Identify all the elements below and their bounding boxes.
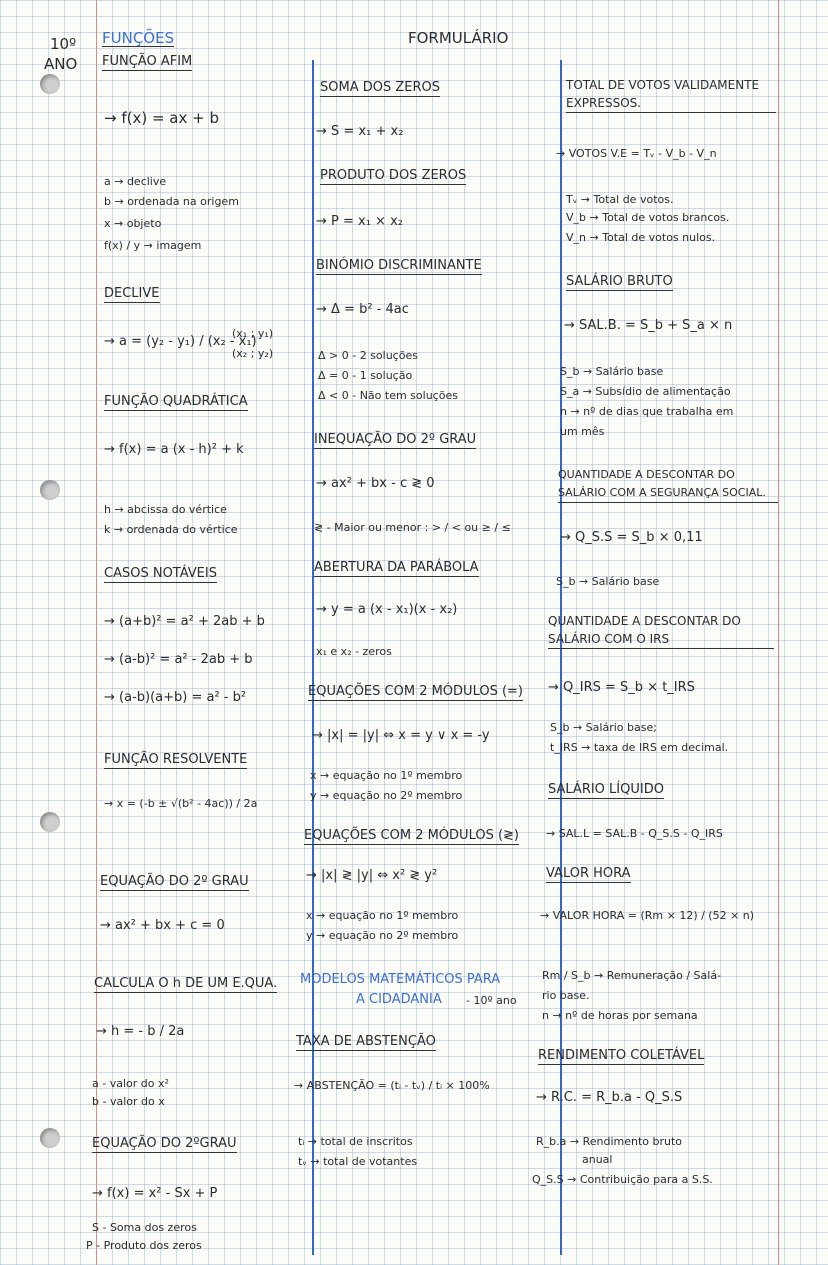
heading-irs: QUANTIDADE A DESCONTAR DO SALÁRIO COM O IRS: [548, 612, 774, 649]
def-line: rio base.: [542, 989, 590, 1002]
heading-rc: RENDIMENTO COLETÁVEL: [538, 1048, 705, 1063]
heading-eq2b: EQUAÇÃO DO 2ºGRAU: [92, 1136, 237, 1151]
formula-quadratica: → f(x) = a (x - h)² + k: [104, 442, 244, 457]
heading-soma: SOMA DOS ZEROS: [320, 80, 440, 95]
heading-notaveis: CASOS NOTÁVEIS: [104, 566, 217, 581]
heading-modelos: MODELOS MATEMÁTICOS PARA: [300, 972, 501, 987]
formula-notavel: → (a-b)(a+b) = a² - b²: [104, 690, 247, 705]
formula-calc-h: → h = - b / 2a: [96, 1024, 185, 1039]
def-line: x → equação no 1º membro: [310, 769, 463, 782]
formula-abstencao: → ABSTENÇÃO = (tᵢ - tᵥ) / tᵢ × 100%: [294, 1079, 490, 1092]
formula-notavel: → (a+b)² = a² + 2ab + b: [104, 614, 265, 629]
binder-hole: [40, 480, 60, 500]
grade-label: ANO: [44, 55, 78, 73]
formula-bruto: → SAL.B. = S_b + S_a × n: [564, 318, 733, 333]
formula-mod-eq: → |x| = |y| ⇔ x = y ∨ x = -y: [312, 728, 490, 743]
heading-abstencao: TAXA DE ABSTENÇÃO: [296, 1034, 436, 1049]
def-line: Q_S.S → Contribuição para a S.S.: [532, 1173, 713, 1186]
def-line: Δ < 0 - Não tem soluções: [318, 389, 458, 402]
def-line: b → ordenada na origem: [104, 195, 239, 208]
heading-produto: PRODUTO DOS ZEROS: [320, 168, 467, 183]
column-divider-1: [312, 60, 314, 1255]
column-divider-2: [560, 60, 562, 1255]
heading-mod-ineq: EQUAÇÕES COM 2 MÓDULOS (≷): [304, 828, 520, 843]
formula-ss: → Q_S.S = S_b × 0,11: [560, 530, 703, 545]
formula-irs: → Q_IRS = S_b × t_IRS: [548, 680, 695, 695]
formula-rc: → R.C. = R_b.a - Q_S.S: [536, 1090, 683, 1105]
formula-declive: → a = (y₂ - y₁) / (x₂ - x₁): [104, 334, 257, 349]
formula-eq2: → ax² + bx + c = 0: [100, 918, 225, 933]
heading-inequacao: INEQUAÇÃO DO 2º GRAU: [314, 432, 477, 447]
binder-hole: [40, 74, 60, 94]
def-line: x → equação no 1º membro: [306, 909, 459, 922]
def-line: P - Produto dos zeros: [86, 1239, 202, 1252]
subject-title: FUNÇÕES: [102, 29, 175, 47]
def-line: y → equação no 2º membro: [306, 929, 459, 942]
formula-hora: → VALOR HORA = (Rm × 12) / (52 × n): [540, 909, 755, 922]
formula-liquido: → SAL.L = SAL.B - Q_S.S - Q_IRS: [546, 827, 723, 840]
heading-quadratica: FUNÇÃO QUADRÁTICA: [104, 394, 248, 409]
note-abertura: x₁ e x₂ - zeros: [316, 645, 392, 658]
binder-hole: [40, 812, 60, 832]
def-line: S_b → Salário base: [556, 575, 660, 588]
margin-line-right: [778, 0, 779, 1265]
def-line: h → abcissa do vértice: [104, 503, 227, 516]
point-label: (x₁ ; y₁): [232, 327, 274, 340]
def-line: S_b → Salário base: [560, 365, 664, 378]
formula-soma: → S = x₁ + x₂: [316, 124, 404, 139]
note-inequacao: ≷ - Maior ou menor : > / < ou ≥ / ≤: [314, 521, 511, 534]
heading-liquido: SALÁRIO LÍQUIDO: [548, 782, 664, 797]
def-line: a - valor do x²: [92, 1077, 169, 1090]
def-line: n → nº de dias que trabalha em: [560, 405, 734, 418]
page-title: FORMULÁRIO: [408, 29, 509, 47]
formula-abertura: → y = a (x - x₁)(x - x₂): [316, 602, 458, 617]
def-line: um mês: [560, 425, 605, 438]
binder-hole: [40, 1128, 60, 1148]
formula-inequacao: → ax² + bx - c ≷ 0: [316, 476, 435, 491]
def-line: Tᵥ → Total de votos.: [566, 193, 674, 206]
heading-mod-eq: EQUAÇÕES COM 2 MÓDULOS (=): [308, 684, 524, 699]
heading-ss: QUANTIDADE A DESCONTAR DO SALÁRIO COM A SEGURANÇA SOCIAL.: [558, 466, 778, 503]
def-line: k → ordenada do vértice: [104, 523, 238, 536]
def-line: tᵢ → total de inscritos: [298, 1135, 413, 1148]
def-line: Δ > 0 - 2 soluções: [318, 349, 418, 362]
formula-votos: → VOTOS V.E = Tᵥ - V_b - V_n: [556, 147, 717, 160]
heading-declive: DECLIVE: [104, 286, 160, 301]
def-line: S - Soma dos zeros: [92, 1221, 197, 1234]
formula-resolvente: → x = (-b ± √(b² - 4ac)) / 2a: [104, 797, 258, 810]
heading-votos: TOTAL DE VOTOS VALIDAMENTE EXPRESSOS.: [566, 76, 776, 113]
def-line: S_a → Subsídio de alimentação: [560, 385, 731, 398]
def-line: anual: [582, 1153, 613, 1166]
def-line: x → objeto: [104, 217, 162, 230]
heading-calc-h: CALCULA O h DE UM E.QUA.: [94, 976, 278, 991]
formula-eq2b: → f(x) = x² - Sx + P: [92, 1186, 218, 1201]
formula-produto: → P = x₁ × x₂: [316, 214, 403, 229]
def-line: V_b → Total de votos brancos.: [566, 211, 730, 224]
def-line: a → declive: [104, 175, 167, 188]
def-line: S_b → Salário base;: [550, 721, 657, 734]
def-line: Δ = 0 - 1 solução: [318, 369, 413, 382]
grade-note: - 10º ano: [466, 994, 517, 1007]
heading-resolvente: FUNÇÃO RESOLVENTE: [104, 752, 248, 767]
formula-mod-ineq: → |x| ≷ |y| ⇔ x² ≷ y²: [306, 868, 438, 883]
heading-abertura: ABERTURA DA PARÁBOLA: [314, 560, 479, 575]
def-line: n → nº de horas por semana: [542, 1009, 698, 1022]
def-line: f(x) / y → imagem: [104, 239, 202, 252]
def-line: V_n → Total de votos nulos.: [566, 231, 716, 244]
formula-afim: → f(x) = ax + b: [104, 109, 219, 127]
def-line: R_b.a → Rendimento bruto: [536, 1135, 683, 1148]
def-line: b - valor do x: [92, 1095, 165, 1108]
heading-binomio: BINÓMIO DISCRIMINANTE: [316, 258, 482, 273]
point-label: (x₂ ; y₂): [232, 347, 274, 360]
heading-hora: VALOR HORA: [546, 866, 631, 881]
def-line: tᵥ → total de votantes: [298, 1155, 418, 1168]
subheading-modelos: A CIDADANIA: [356, 992, 442, 1007]
formula-notavel: → (a-b)² = a² - 2ab + b: [104, 652, 253, 667]
def-line: Rm / S_b → Remuneração / Salá-: [542, 969, 722, 982]
formula-binomio: → Δ = b² - 4ac: [316, 302, 409, 317]
def-line: y → equação no 2º membro: [310, 789, 463, 802]
heading-bruto: SALÁRIO BRUTO: [566, 274, 673, 289]
def-line: t_IRS → taxa de IRS em decimal.: [550, 741, 729, 754]
year-label: 10º: [50, 35, 77, 53]
heading-eq2: EQUAÇÃO DO 2º GRAU: [100, 874, 249, 889]
heading-afim: FUNÇÃO AFIM: [102, 54, 193, 69]
